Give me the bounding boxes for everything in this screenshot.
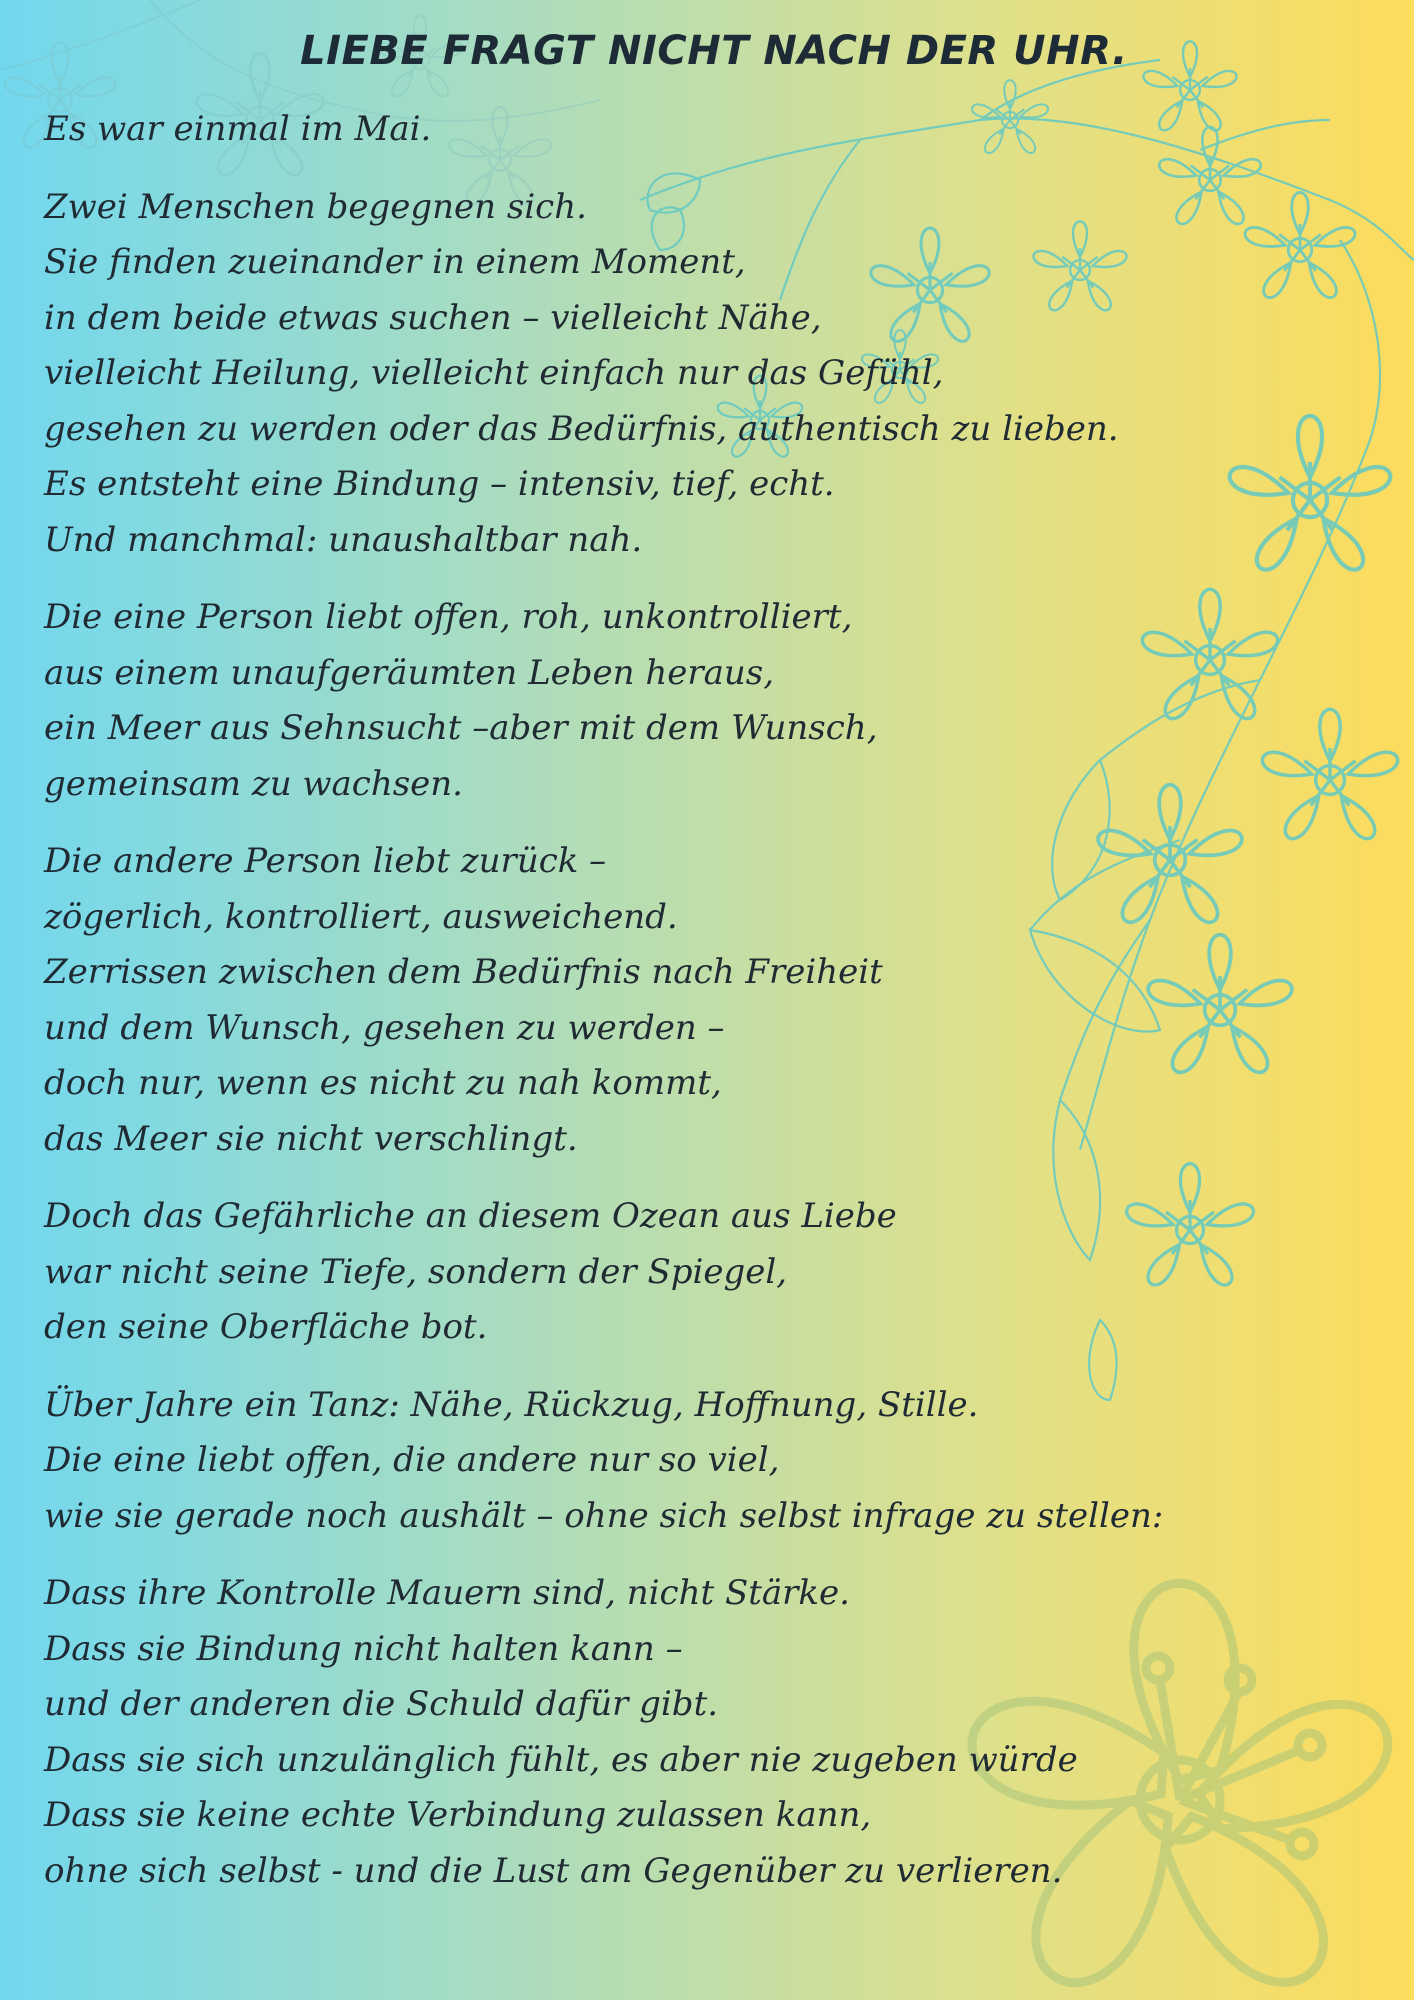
poem-line: Die andere Person liebt zurück – bbox=[44, 841, 607, 881]
stanza-2 bbox=[44, 180, 1374, 569]
poem-line: das Meer sie nicht verschlingt. bbox=[44, 1118, 578, 1159]
stanza-4 bbox=[44, 834, 1374, 1167]
poem-line: gesehen zu werden oder das Bedürfnis, authentisch zu lieben. bbox=[44, 408, 1119, 449]
poem-line: wie sie gerade noch aushält – ohne sich selbst infrage zu stellen: bbox=[44, 1495, 1164, 1536]
poem-line: Die eine Person liebt offen, roh, unkontrolliert, bbox=[44, 597, 853, 637]
poem-line: Dass sie Bindung nicht halten kann – bbox=[44, 1628, 683, 1669]
poem-line: Zwei Menschen begegnen sich. bbox=[44, 186, 587, 227]
poem-line: Und manchmal: unaushaltbar nah. bbox=[44, 519, 643, 560]
poem-line: den seine Oberfläche bot. bbox=[44, 1307, 488, 1347]
stanza-5 bbox=[44, 1189, 1374, 1356]
stanza-1 bbox=[44, 102, 1374, 158]
poem-line: Sie finden zueinander in einem Moment, bbox=[44, 242, 746, 282]
poem-line: Zerrissen zwischen dem Bedürfnis nach Freiheit bbox=[44, 952, 883, 992]
poem-line: und der anderen die Schuld dafür gibt. bbox=[44, 1684, 719, 1724]
poem-line: Über Jahre ein Tanz: Nähe, Rückzug, Hoffnung, Stille. bbox=[44, 1384, 979, 1425]
poem-line: ohne sich selbst - und die Lust am Gegenüber zu verlieren. bbox=[44, 1850, 1063, 1891]
poem-line: war nicht seine Tiefe, sondern der Spiegel, bbox=[44, 1251, 788, 1292]
stanza-7 bbox=[44, 1566, 1374, 1899]
poem-line: gemeinsam zu wachsen. bbox=[44, 763, 463, 804]
poem-line: zögerlich, kontrolliert, ausweichend. bbox=[44, 896, 678, 937]
poem-title: LIEBE FRAGT NICHT NACH DER UHR. bbox=[300, 28, 1128, 74]
poem-line: vielleicht Heilung, vielleicht einfach nur das Gefühl, bbox=[44, 353, 944, 393]
poem-line: Dass ihre Kontrolle Mauern sind, nicht Stärke. bbox=[44, 1573, 850, 1613]
stanza-3 bbox=[44, 590, 1374, 812]
poem-line: Doch das Gefährliche an diesem Ozean aus Liebe bbox=[44, 1196, 897, 1236]
poem-line: aus einem unaufgeräumten Leben heraus, bbox=[44, 652, 775, 693]
poem-line: Dass sie keine echte Verbindung zulassen kann, bbox=[44, 1795, 872, 1835]
poem-line: Die eine liebt offen, die andere nur so viel, bbox=[44, 1440, 780, 1480]
poem-line: doch nur, wenn es nicht zu nah kommt, bbox=[44, 1063, 722, 1103]
poem-line: in dem beide etwas suchen – vielleicht Nähe, bbox=[44, 297, 822, 338]
poem bbox=[44, 28, 1374, 1921]
poem-line: ein Meer aus Sehnsucht –aber mit dem Wunsch, bbox=[44, 708, 878, 748]
poem-line: und dem Wunsch, gesehen zu werden – bbox=[44, 1007, 725, 1048]
poem-line: Es war einmal im Mai. bbox=[44, 109, 432, 149]
stanza-6 bbox=[44, 1378, 1374, 1545]
poem-line: Es entsteht eine Bindung – intensiv, tief, echt. bbox=[44, 464, 835, 504]
poem-line: Dass sie sich unzulänglich fühlt, es aber nie zugeben würde bbox=[44, 1739, 1078, 1780]
